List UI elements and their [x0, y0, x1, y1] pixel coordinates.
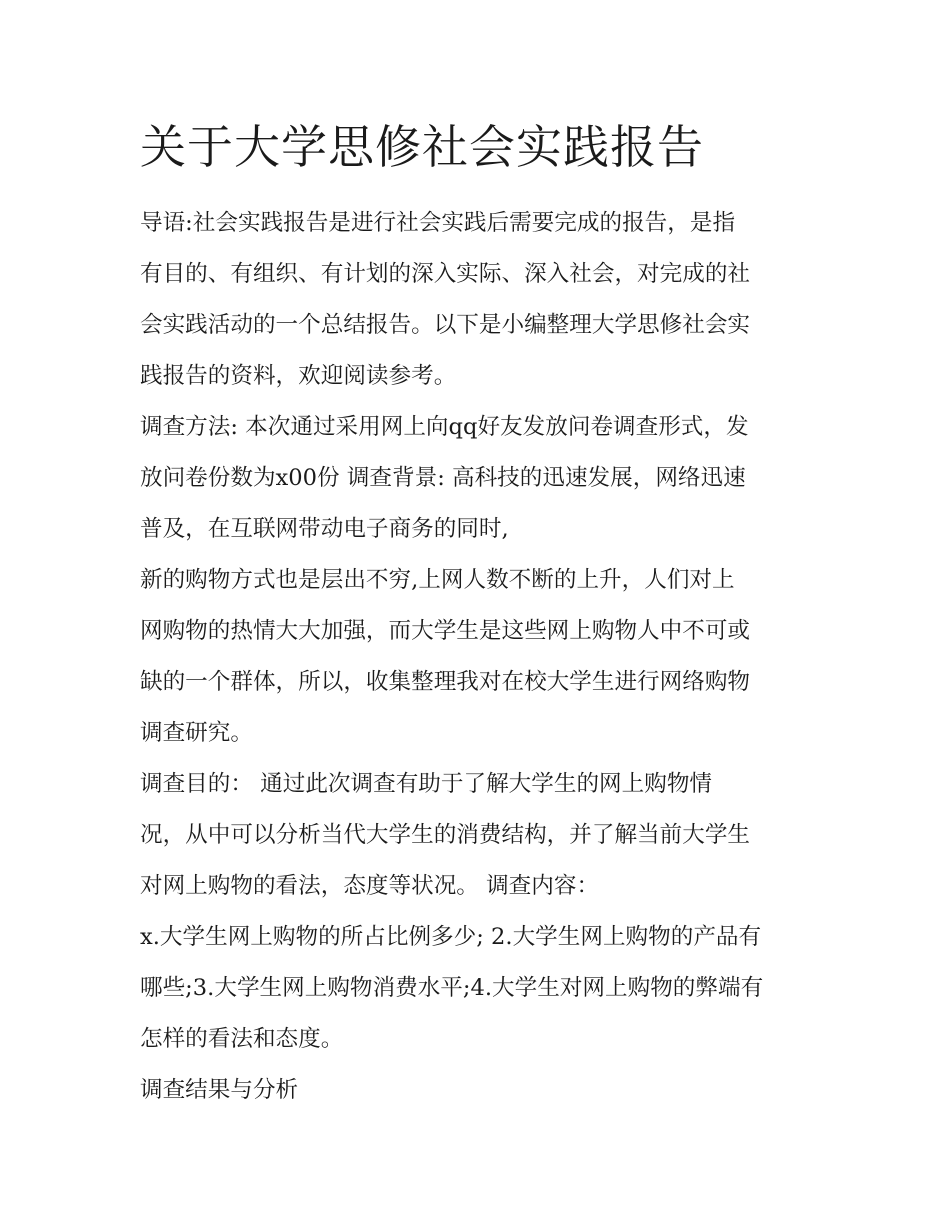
text-line: x.大学生网上购物的所占比例多少; 2.大学生网上购物的产品有 — [140, 924, 762, 950]
text-line: 调查方法: 本次通过采用网上向qq好友发放问卷调查形式，发 — [140, 414, 749, 440]
text-line: 缺的一个群体，所以，收集整理我对在校大学生进行网络购物 — [140, 669, 751, 695]
document-body — [140, 198, 820, 1116]
page-title: 关于大学思修社会实践报告 — [140, 120, 704, 174]
text-line: 网购物的热情大大加强，而大学生是这些网上购物人中不可或 — [140, 618, 751, 644]
text-line: 放问卷份数为x00份 调查背景: 高科技的迅速发展，网络迅速 — [140, 465, 746, 491]
text-line: 调查研究。 — [140, 720, 253, 746]
section-heading: 调查结果与分析 — [140, 1077, 299, 1103]
text-line: 普及，在互联网带动电子商务的同时, — [140, 516, 509, 542]
text-line: 怎样的看法和态度。 — [140, 1026, 344, 1052]
text-line: 会实践活动的一个总结报告。以下是小编整理大学思修社会实 — [140, 312, 751, 338]
text-line: 新的购物方式也是层出不穷,上网人数不断的上升，人们对上 — [140, 567, 735, 593]
text-line: 调查目的： 通过此次调查有助于了解大学生的网上购物情 — [140, 771, 713, 797]
text-line: 有目的、有组织、有计划的深入实际、深入社会，对完成的社 — [140, 261, 751, 287]
text-line: 况，从中可以分析当代大学生的消费结构，并了解当前大学生 — [140, 822, 751, 848]
text-line: 哪些;3.大学生网上购物消费水平;4.大学生对网上购物的弊端有 — [140, 975, 764, 1001]
text-line: 导语:社会实践报告是进行社会实践后需要完成的报告，是指 — [140, 210, 736, 236]
text-line: 对网上购物的看法，态度等状况。 调查内容： — [140, 873, 600, 899]
text-line: 践报告的资料，欢迎阅读参考。 — [140, 363, 457, 389]
